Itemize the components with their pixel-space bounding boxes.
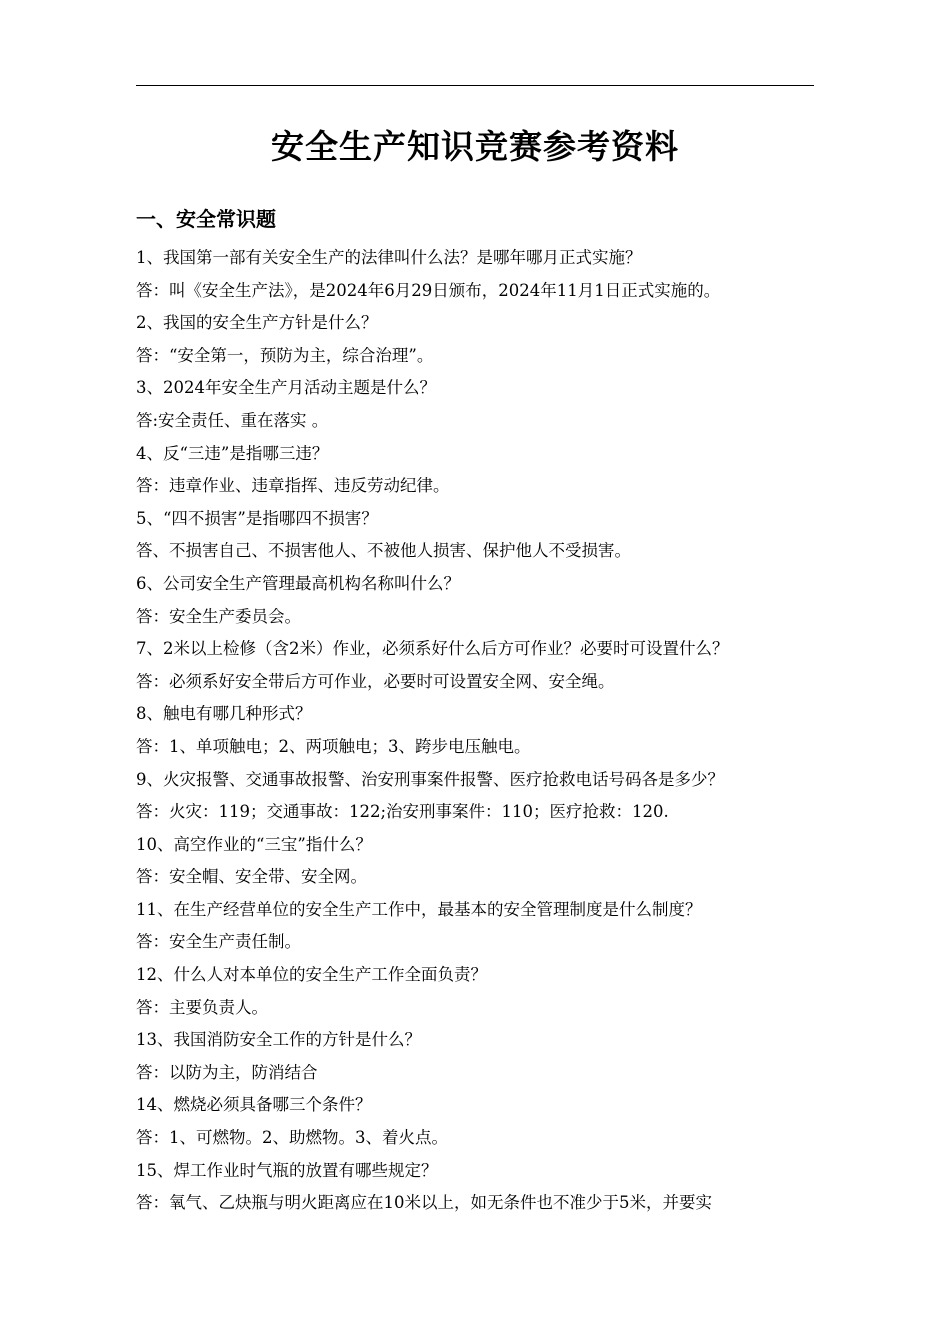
qa-line: 8、触电有哪几种形式？ [136, 704, 312, 724]
qa-line: 答：安全帽、安全带、安全网。 [136, 867, 367, 887]
qa-line: 11、在生产经营单位的安全生产工作中，最基本的安全管理制度是什么制度？ [136, 899, 702, 919]
qa-line: 答:安全责任、重在落实 。 [136, 410, 329, 430]
qa-line: 10、高空作业的“三宝”指什么？ [136, 834, 372, 854]
qa-line: 6、公司安全生产管理最高机构名称叫什么？ [136, 573, 460, 593]
qa-line: 5、“四不损害”是指哪四不损害？ [136, 508, 378, 528]
qa-line: 14、燃烧必须具备哪三个条件？ [136, 1095, 372, 1115]
qa-line: 答：1、单项触电；2、两项触电；3、跨步电压触电。 [136, 736, 531, 756]
qa-list [136, 242, 826, 1220]
qa-line: 4、反“三违”是指哪三违？ [136, 443, 329, 463]
document-title: 安全生产知识竞赛参考资料 [271, 127, 679, 166]
qa-line: 答：叫《安全生产法》，是2024年6月29日颁布，2024年11月1日正式实施的。 [136, 280, 721, 300]
qa-line: 答：主要负责人。 [136, 997, 268, 1017]
qa-line: 12、什么人对本单位的安全生产工作全面负责？ [136, 965, 487, 985]
qa-line: 答：违章作业、违章指挥、违反劳动纪律。 [136, 476, 450, 496]
qa-line: 答：氧气、乙炔瓶与明火距离应在10米以上，如无条件也不准少于5米，并要实 [136, 1193, 712, 1213]
qa-line: 答：以防为主，防消结合 [136, 1062, 318, 1082]
qa-line: 2、我国的安全生产方针是什么？ [136, 313, 378, 333]
qa-line: 答：安全生产责任制。 [136, 932, 301, 952]
qa-line: 答、不损害自己、不损害他人、不被他人损害、保护他人不受损害。 [136, 541, 631, 561]
header-rule [136, 85, 814, 86]
qa-line: 13、我国消防安全工作的方针是什么？ [136, 1030, 421, 1050]
qa-line: 3、2024年安全生产月活动主题是什么？ [136, 378, 436, 398]
qa-line: 9、火灾报警、交通事故报警、治安刑事案件报警、医疗抢救电话号码各是多少？ [136, 769, 724, 789]
qa-line: 7、2米以上检修（含2米）作业，必须系好什么后方可作业？必要时可设置什么？ [136, 639, 729, 659]
qa-line: 1、我国第一部有关安全生产的法律叫什么法？是哪年哪月正式实施？ [136, 248, 642, 267]
qa-line: 答：安全生产委员会。 [136, 606, 301, 626]
qa-line: 15、焊工作业时气瓶的放置有哪些规定？ [136, 1160, 438, 1180]
qa-line: 答：“安全第一，预防为主，综合治理”。 [136, 345, 434, 365]
qa-line: 答：火灾：119；交通事故：122;治安刑事案件：110；医疗抢救：120. [136, 802, 669, 822]
qa-line: 答：1、可燃物。2、助燃物。3、着火点。 [136, 1128, 448, 1148]
section-heading: 一、安全常识题 [136, 207, 276, 231]
qa-line: 答：必须系好安全带后方可作业，必要时可设置安全网、安全绳。 [136, 671, 615, 691]
